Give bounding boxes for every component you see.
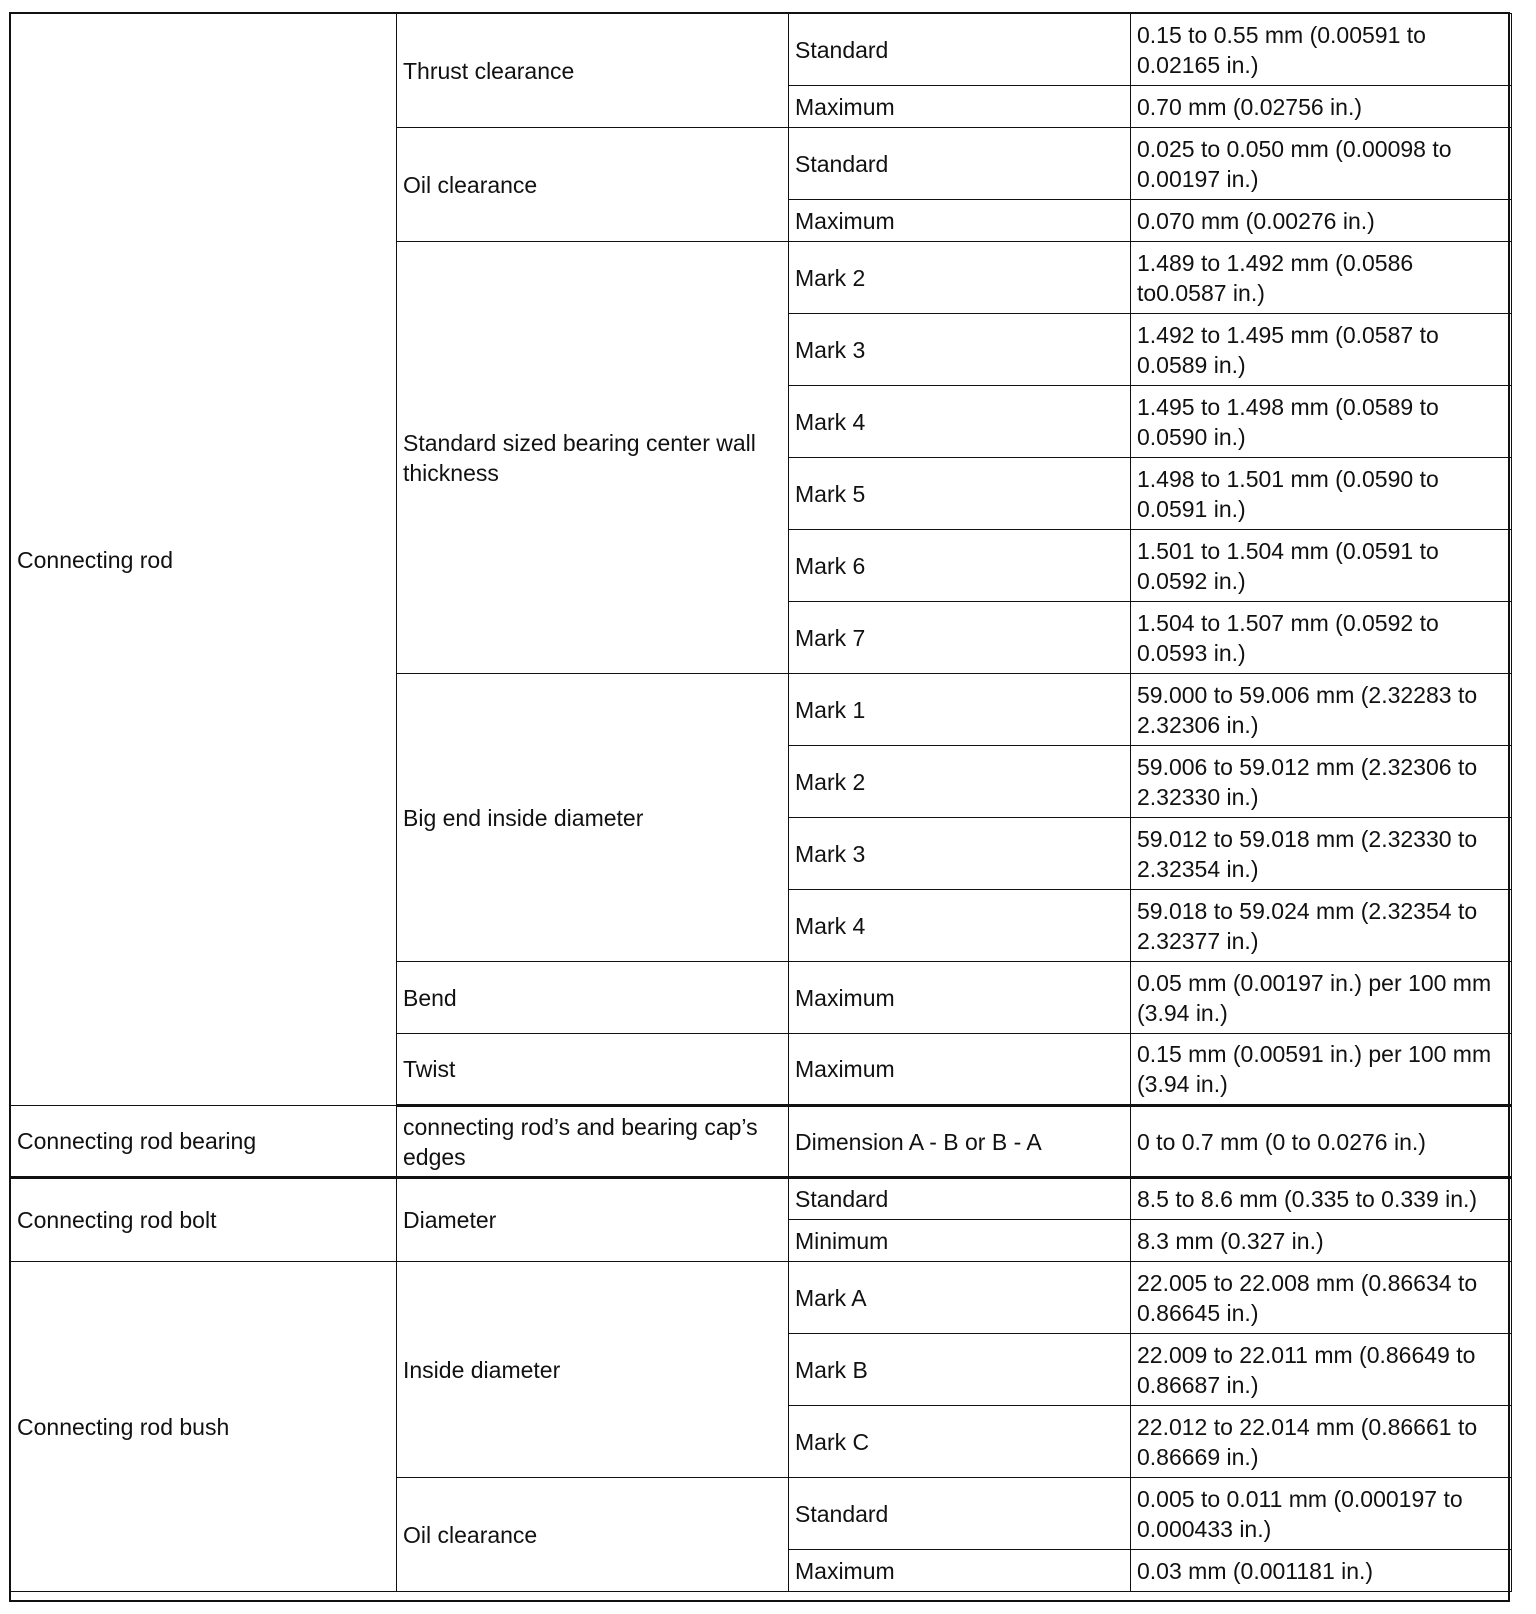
type-cell: Mark C [789,1406,1131,1478]
value-cell: 59.006 to 59.012 mm (2.32306 to 2.32330 in.) [1131,746,1512,818]
value-cell: 0.70 mm (0.02756 in.) [1131,86,1512,128]
type-cell: Mark 6 [789,530,1131,602]
value-cell: 1.489 to 1.492 mm (0.0586 to0.0587 in.) [1131,242,1512,314]
value-cell: 8.5 to 8.6 mm (0.335 to 0.339 in.) [1131,1178,1512,1220]
value-cell: 0.15 to 0.55 mm (0.00591 to 0.02165 in.) [1131,14,1512,86]
item-cell: Oil clearance [397,1478,789,1592]
value-cell: 0.070 mm (0.00276 in.) [1131,200,1512,242]
item-cell: Diameter [397,1178,789,1262]
item-cell: Oil clearance [397,128,789,242]
type-cell: Standard [789,1178,1131,1220]
value-cell: 0 to 0.7 mm (0 to 0.0276 in.) [1131,1106,1512,1178]
item-cell: Standard sized bearing center wall thickness [397,242,789,674]
value-cell: 8.3 mm (0.327 in.) [1131,1220,1512,1262]
type-cell: Mark 5 [789,458,1131,530]
component-cell: Connecting rod bolt [11,1178,397,1262]
type-cell: Standard [789,128,1131,200]
table-row [11,1106,1512,1178]
table-row [11,1178,1512,1220]
type-cell: Mark B [789,1334,1131,1406]
table-row [11,14,1512,86]
value-cell: 22.005 to 22.008 mm (0.86634 to 0.86645 in.) [1131,1262,1512,1334]
value-cell: 22.009 to 22.011 mm (0.86649 to 0.86687 in.) [1131,1334,1512,1406]
value-cell: 1.492 to 1.495 mm (0.0587 to 0.0589 in.) [1131,314,1512,386]
item-cell: Thrust clearance [397,14,789,128]
type-cell: Mark 3 [789,818,1131,890]
type-cell: Maximum [789,86,1131,128]
type-cell: Dimension A - B or B - A [789,1106,1131,1178]
spec-table [10,13,1512,1592]
value-cell: 1.501 to 1.504 mm (0.0591 to 0.0592 in.) [1131,530,1512,602]
type-cell: Mark 2 [789,746,1131,818]
type-cell: Mark 4 [789,890,1131,962]
component-cell: Connecting rod [11,14,397,1106]
item-cell: Inside diameter [397,1262,789,1478]
value-cell: 0.15 mm (0.00591 in.) per 100 mm (3.94 in.) [1131,1034,1512,1106]
value-cell: 1.495 to 1.498 mm (0.0589 to 0.0590 in.) [1131,386,1512,458]
type-cell: Mark 7 [789,602,1131,674]
value-cell: 1.498 to 1.501 mm (0.0590 to 0.0591 in.) [1131,458,1512,530]
type-cell: Mark A [789,1262,1131,1334]
type-cell: Minimum [789,1220,1131,1262]
value-cell: 59.018 to 59.024 mm (2.32354 to 2.32377 in.) [1131,890,1512,962]
value-cell: 59.000 to 59.006 mm (2.32283 to 2.32306 in.) [1131,674,1512,746]
value-cell: 0.05 mm (0.00197 in.) per 100 mm (3.94 in.) [1131,962,1512,1034]
table-row [11,1262,1512,1334]
value-cell: 22.012 to 22.014 mm (0.86661 to 0.86669 in.) [1131,1406,1512,1478]
component-cell: Connecting rod bush [11,1262,397,1592]
type-cell: Standard [789,14,1131,86]
type-cell: Maximum [789,1034,1131,1106]
value-cell: 59.012 to 59.018 mm (2.32330 to 2.32354 in.) [1131,818,1512,890]
type-cell: Mark 3 [789,314,1131,386]
item-cell: Bend [397,962,789,1034]
type-cell: Maximum [789,200,1131,242]
value-cell: 0.03 mm (0.001181 in.) [1131,1550,1512,1592]
type-cell: Mark 2 [789,242,1131,314]
value-cell: 0.005 to 0.011 mm (0.000197 to 0.000433 in.) [1131,1478,1512,1550]
value-cell: 0.025 to 0.050 mm (0.00098 to 0.00197 in.) [1131,128,1512,200]
item-cell: connecting rod’s and bearing cap’s edges [397,1106,789,1178]
type-cell: Maximum [789,1550,1131,1592]
type-cell: Standard [789,1478,1131,1550]
item-cell: Twist [397,1034,789,1106]
value-cell: 1.504 to 1.507 mm (0.0592 to 0.0593 in.) [1131,602,1512,674]
type-cell: Maximum [789,962,1131,1034]
component-cell: Connecting rod bearing [11,1106,397,1178]
type-cell: Mark 1 [789,674,1131,746]
type-cell: Mark 4 [789,386,1131,458]
item-cell: Big end inside diameter [397,674,789,962]
